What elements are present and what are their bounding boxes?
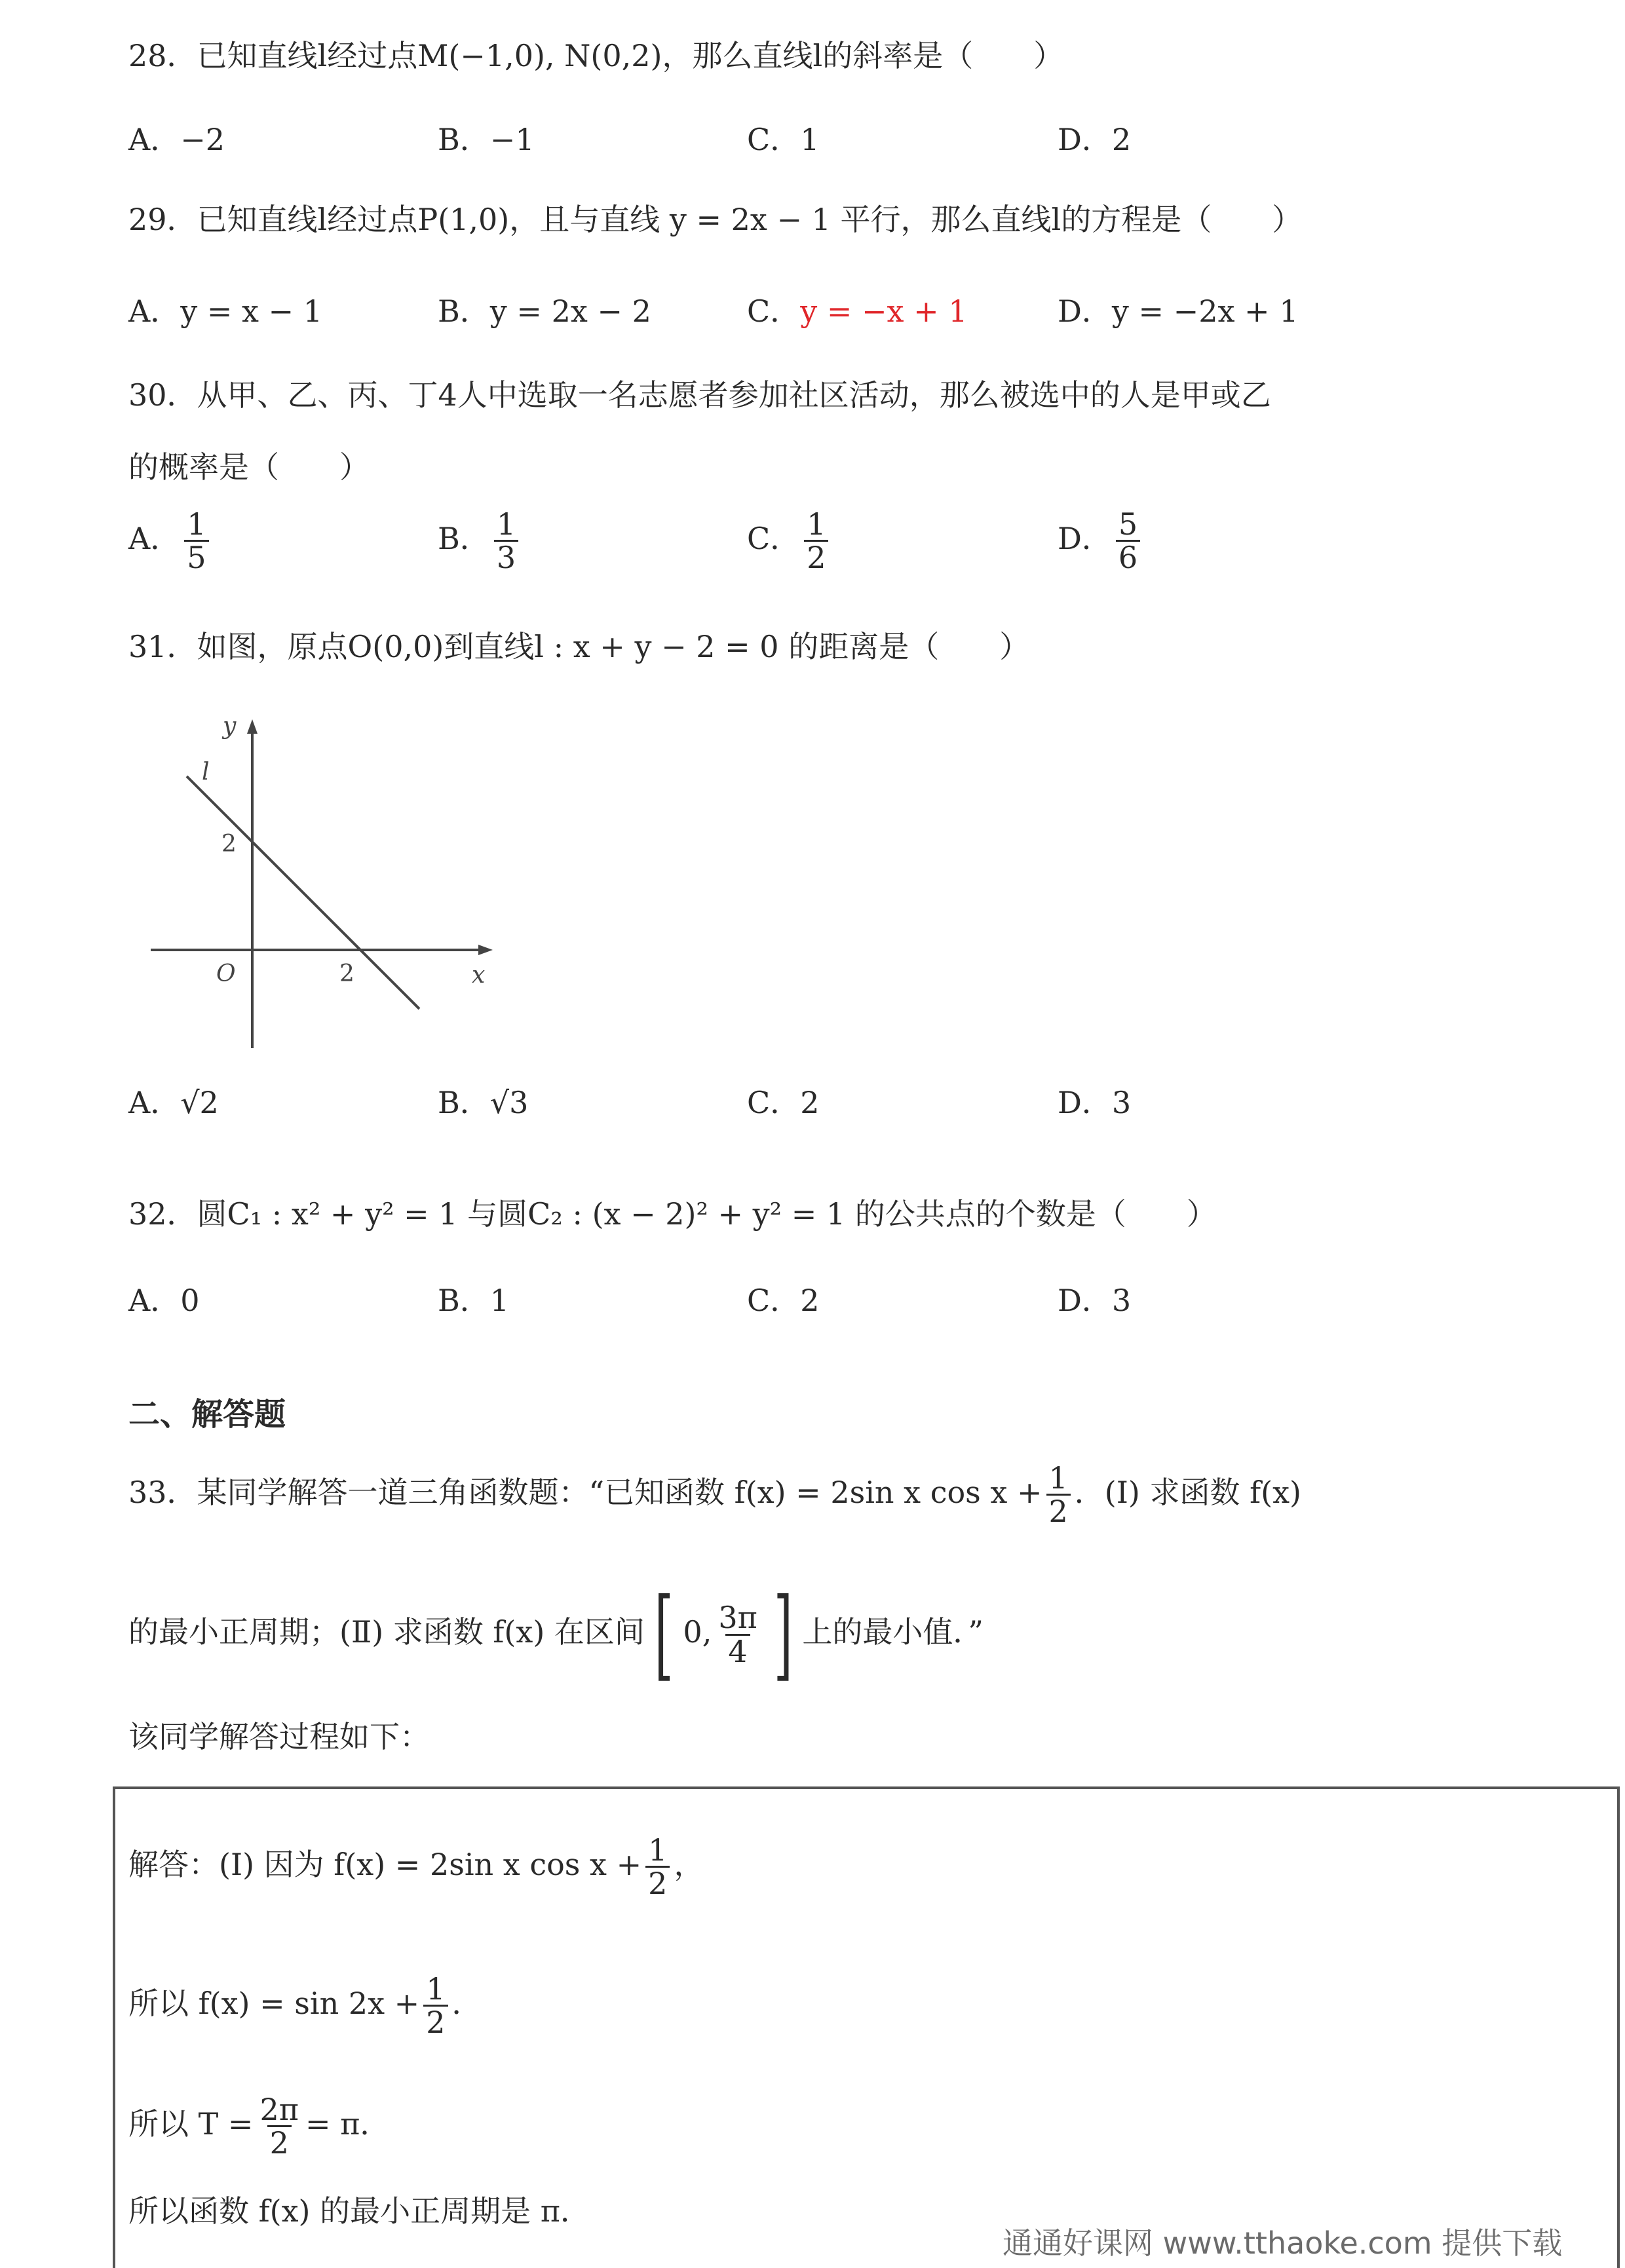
x-axis-label: x [472, 962, 486, 989]
interval-right-bracket: ] [773, 1578, 793, 1692]
watermark: 通通好课网 www.tthaoke.com 提供下载 [1003, 2225, 1563, 2261]
q30-option-b-label: B． [438, 520, 490, 556]
solution-line2-fraction [423, 1973, 448, 2039]
q33-line3: 该同学解答过程如下： [128, 1719, 430, 1754]
line-l-label: l [202, 759, 210, 785]
q30-option-a-fraction [184, 508, 208, 574]
y-axis-label: y [223, 713, 237, 740]
solution-line2-suffix: ． [451, 1985, 482, 2021]
q32-option-c: C．2 [747, 1283, 820, 1318]
q30-option-d-denominator: 6 [1116, 540, 1140, 573]
origin-label: O [216, 960, 236, 987]
q30-text-line2: 的概率是（ ） [128, 449, 370, 485]
q31-figure [131, 708, 511, 1061]
q29-marked-answer: y = −x + 1 [800, 293, 968, 329]
solution-line4: 所以函数 f(x) 的最小正周期是 π． [128, 2193, 590, 2229]
q30-option-d [1058, 508, 1144, 574]
solution-line1-numerator: 1 [648, 1832, 668, 1868]
q33-interval-numerator: 3π [718, 1600, 757, 1636]
q30-option-b [438, 508, 522, 574]
q31-option-b: B．√3 [438, 1085, 529, 1120]
q28-option-b: B．−1 [438, 122, 535, 157]
q31-option-d: D．3 [1058, 1085, 1132, 1120]
solution-line1-suffix: ， [674, 1846, 704, 1882]
solution-line1-denominator: 2 [645, 1866, 670, 1899]
q30-option-c-numerator: 1 [807, 506, 826, 542]
q30-text-line1: 30．从甲、乙、丙、丁4人中选取一名志愿者参加社区活动，那么被选中的人是甲或乙 [128, 377, 1271, 413]
q30-option-a [128, 508, 213, 574]
q33-interval-denominator: 4 [725, 1634, 750, 1667]
q33-line1-prefix: 33．某同学解答一道三角函数题：“已知函数 f(x) = 2sin x cos x + [128, 1474, 1042, 1510]
q33-line2-suffix: 上的最小值．” [802, 1614, 984, 1650]
solution-line2-prefix: 所以 f(x) = sin 2x + [128, 1985, 420, 2021]
q32-text: 32．圆C₁ : x² + y² = 1 与圆C₂ : (x − 2)² + y² = 1 的公共点的个数是（ ） [128, 1196, 1217, 1232]
solution-line2 [128, 1973, 482, 2039]
q33-line2-prefix: 的最小正周期；(Ⅱ) 求函数 f(x) 在区间 [128, 1614, 645, 1650]
q28-option-d: D．2 [1058, 122, 1132, 157]
q28-text: 28．已知直线l经过点M(−1,0), N(0,2)，那么直线l的斜率是（ ） [128, 38, 1064, 73]
q30-option-c [747, 508, 832, 574]
solution-line3-numerator: 2π [259, 2092, 299, 2127]
q30-option-c-denominator: 2 [804, 540, 828, 573]
q30-option-a-denominator: 5 [184, 540, 208, 573]
x-tick-label: 2 [339, 960, 354, 987]
q28-option-c: C．1 [747, 122, 820, 157]
solution-line2-denominator: 2 [423, 2005, 448, 2038]
q33-interval-left: 0, [683, 1614, 712, 1650]
q30-option-b-denominator: 3 [494, 540, 518, 573]
q29-option-d: D．y = −2x + 1 [1058, 293, 1299, 329]
q33-interval-fraction [716, 1602, 760, 1667]
q32-option-d: D．3 [1058, 1283, 1132, 1318]
q32-option-a: A．0 [128, 1283, 200, 1318]
interval-left-bracket: [ [654, 1578, 674, 1692]
q30-option-d-numerator: 5 [1118, 506, 1138, 542]
q29-option-a: A．y = x − 1 [128, 293, 322, 329]
y-tick-label: 2 [221, 831, 237, 858]
q30-option-c-label: C． [747, 520, 801, 556]
q33-half-fraction [1046, 1462, 1071, 1528]
solution-line3-suffix: = π． [305, 2106, 391, 2142]
solution-line3 [128, 2094, 390, 2159]
q29-text: 29．已知直线l经过点P(1,0)，且与直线 y = 2x − 1 平行，那么直线l的方程是（ ） [128, 202, 1303, 237]
q31-option-a: A．√2 [128, 1085, 219, 1120]
solution-line1-prefix: 解答：(Ⅰ) 因为 f(x) = 2sin x cos x + [128, 1846, 642, 1882]
q29-option-c-label: C． [747, 293, 801, 329]
solution-line2-numerator: 1 [426, 1971, 446, 2007]
q33-half-denominator: 2 [1046, 1494, 1071, 1527]
q33-line1-suffix: ．(Ⅰ) 求函数 f(x) [1074, 1474, 1301, 1510]
q30-option-b-numerator: 1 [496, 506, 516, 542]
solution-line3-denominator: 2 [267, 2125, 292, 2159]
q30-option-d-label: D． [1058, 520, 1112, 556]
q29-option-c [747, 293, 968, 329]
y-axis-arrow [247, 719, 258, 734]
section-heading: 二、解答题 [128, 1396, 286, 1433]
solution-line3-prefix: 所以 T = [128, 2106, 254, 2142]
q33-line1 [128, 1462, 1301, 1528]
q30-option-d-fraction [1116, 508, 1140, 574]
solution-line3-fraction [257, 2094, 301, 2159]
solution-line1 [128, 1834, 704, 1900]
q31-text: 31．如图，原点O(0,0)到直线l : x + y − 2 = 0 的距离是（ ） [128, 629, 1030, 664]
q33-half-numerator: 1 [1048, 1460, 1068, 1496]
q28-option-a: A．−2 [128, 122, 225, 157]
q29-option-b: B．y = 2x − 2 [438, 293, 651, 329]
q30-option-b-fraction [494, 508, 518, 574]
q32-option-b: B．1 [438, 1283, 510, 1318]
q30-option-a-label: A． [128, 520, 181, 556]
q33-line2 [128, 1578, 984, 1692]
q30-option-c-fraction [804, 508, 828, 574]
solution-line1-fraction [645, 1834, 670, 1900]
x-axis-arrow [478, 945, 493, 955]
q30-option-a-numerator: 1 [187, 506, 206, 542]
q31-option-c: C．2 [747, 1085, 820, 1120]
